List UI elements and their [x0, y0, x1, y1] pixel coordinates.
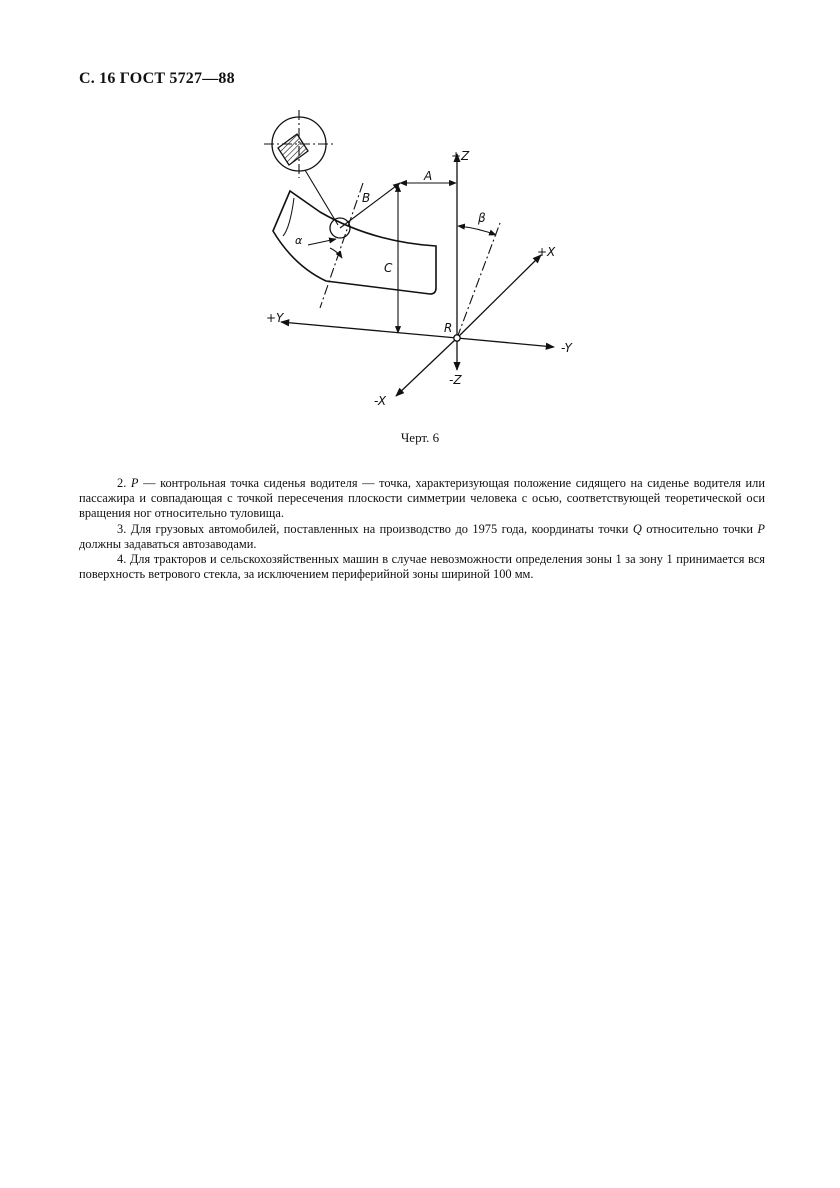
label-origin: R	[444, 321, 453, 335]
note-symbol: P	[130, 476, 139, 490]
label-dim-a: A	[424, 169, 433, 183]
x-axis	[457, 255, 541, 338]
figure-caption: Черт. 6	[400, 430, 440, 445]
label-plus-y: +Y	[266, 311, 284, 325]
detail-leader	[305, 170, 338, 225]
label-minus-z: -Z	[449, 373, 462, 387]
note-2	[79, 476, 765, 522]
note-symbol: Q	[632, 521, 642, 536]
torso-line	[320, 183, 363, 308]
label-dim-c: C	[384, 261, 393, 275]
technical-drawing	[250, 108, 590, 418]
note-text: Для грузовых автомобилей, поставленных на производство до 1975 года, координаты точки	[130, 521, 633, 536]
y-axis-negative	[457, 338, 554, 347]
label-minus-x: -X	[374, 394, 387, 408]
dimension-b-line	[340, 183, 400, 228]
notes-section	[79, 476, 765, 582]
label-plus-z: +Z	[451, 149, 470, 163]
label-minus-y: -Y	[561, 341, 572, 355]
seat-coordinate-diagram	[250, 108, 590, 418]
note-text: должны задаваться автозаводами.	[79, 536, 257, 551]
label-plus-x: +X	[537, 245, 556, 259]
note-text: — контрольная точка сиденья водителя — точка, характеризующая положение сидящего на сиденье водителя или пассажира и совпадающая с точкой пересечения плоскости симметрии человека с осью, соответствующей теоретической оси вращения ног относительно туловища.	[79, 476, 765, 521]
note-text: Для тракторов и сельскохозяйственных машин в случае невозможности определения зоны 1 за зону 1 принимается вся поверхность ветрового стекла, за исключением периферийной зоны шириной 100 мм.	[79, 552, 765, 582]
x-axis-negative	[396, 338, 457, 396]
note-4	[79, 552, 765, 582]
beta-line	[457, 223, 500, 338]
origin-point	[454, 335, 460, 341]
note-symbol: P	[757, 521, 765, 536]
angle-alpha-line	[308, 239, 336, 245]
note-number: 4.	[117, 552, 127, 567]
label-alpha: α	[295, 234, 303, 247]
label-dim-b: B	[362, 191, 371, 205]
note-text: относительно точки	[641, 521, 758, 536]
detail-circle	[264, 110, 336, 178]
y-axis	[281, 322, 457, 338]
note-number: 3.	[117, 521, 127, 536]
label-beta: β	[478, 211, 486, 225]
page-header: С. 16 ГОСТ 5727—88	[79, 70, 235, 87]
note-number: 2.	[117, 476, 127, 490]
note-3	[79, 522, 765, 552]
angle-beta-arc	[458, 226, 496, 235]
